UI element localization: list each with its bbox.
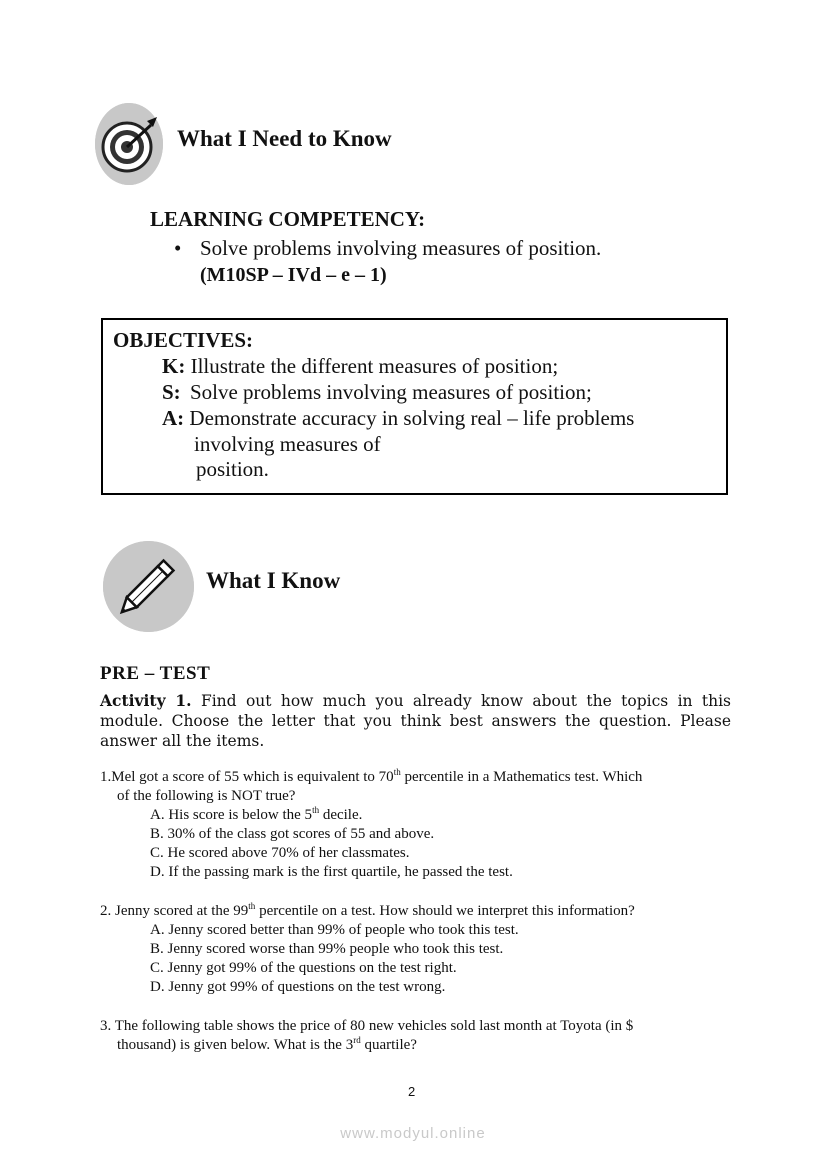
- section-title-what-i-know: What I Know: [206, 568, 341, 593]
- objective-a-text-3: position.: [196, 457, 269, 481]
- objective-k: [162, 353, 558, 379]
- q1-option-c: C. He scored above 70% of her classmates.: [150, 845, 410, 861]
- objective-k-text: Illustrate the different measures of position;: [190, 354, 559, 378]
- target-icon: [95, 103, 163, 185]
- bullet: •: [174, 236, 182, 260]
- activity-instructions: [100, 691, 731, 751]
- page-number: 2: [408, 1084, 416, 1099]
- objective-a-label: A:: [162, 406, 185, 430]
- objective-s: [162, 379, 592, 405]
- pretest-heading: PRE – TEST: [100, 663, 211, 684]
- q1-stem: 1.Mel got a score of 55 which is equivalent to 70th percentile in a Mathematics test. Which: [100, 767, 643, 785]
- q1-option-a: A. His score is below the 5th decile.: [150, 805, 363, 823]
- q1-option-d: D. If the passing mark is the first quartile, he passed the test.: [150, 864, 513, 880]
- objective-a: [162, 405, 634, 431]
- pencil-icon: [103, 541, 194, 632]
- section-title-need-to-know: What I Need to Know: [177, 126, 392, 151]
- objective-s-label: S:: [162, 380, 181, 404]
- q2-stem: 2. Jenny scored at the 99th percentile on a test. How should we interpret this information?: [100, 901, 635, 919]
- watermark: www.modyul.online: [340, 1125, 486, 1142]
- objective-s-text: Solve problems involving measures of position;: [189, 380, 592, 404]
- q3-stem: 3. The following table shows the price of 80 new vehicles sold last month at Toyota (in $: [100, 1018, 634, 1034]
- q2-option-b: B. Jenny scored worse than 99% people who took this test.: [150, 941, 504, 957]
- q2-option-d: D. Jenny got 99% of questions on the test wrong.: [150, 979, 446, 995]
- objective-a-text-2: involving measures of: [194, 432, 381, 456]
- learning-competency-item: Solve problems involving measures of position.: [200, 236, 602, 260]
- learning-competency-code: (M10SP – IVd – e – 1): [200, 264, 387, 286]
- q1-option-b: B. 30% of the class got scores of 55 and above.: [150, 826, 435, 842]
- activity-text: Find out how much you already know about the topics in this module. Choose the letter that you think best answers the question. Please answer all the items.: [100, 692, 731, 750]
- q3-stem-line2: thousand) is given below. What is the 3rd quartile?: [117, 1035, 417, 1053]
- activity-label: Activity 1.: [100, 691, 192, 710]
- q1-stem-line2: of the following is NOT true?: [117, 788, 296, 804]
- learning-competency-heading: LEARNING COMPETENCY:: [150, 207, 426, 231]
- objective-k-label: K:: [162, 354, 186, 378]
- q2-option-a: A. Jenny scored better than 99% of people who took this test.: [150, 922, 519, 938]
- objectives-heading: OBJECTIVES:: [113, 328, 254, 352]
- q2-option-c: C. Jenny got 99% of the questions on the test right.: [150, 960, 457, 976]
- objective-a-text-1: Demonstrate accuracy in solving real – life problems: [189, 406, 635, 430]
